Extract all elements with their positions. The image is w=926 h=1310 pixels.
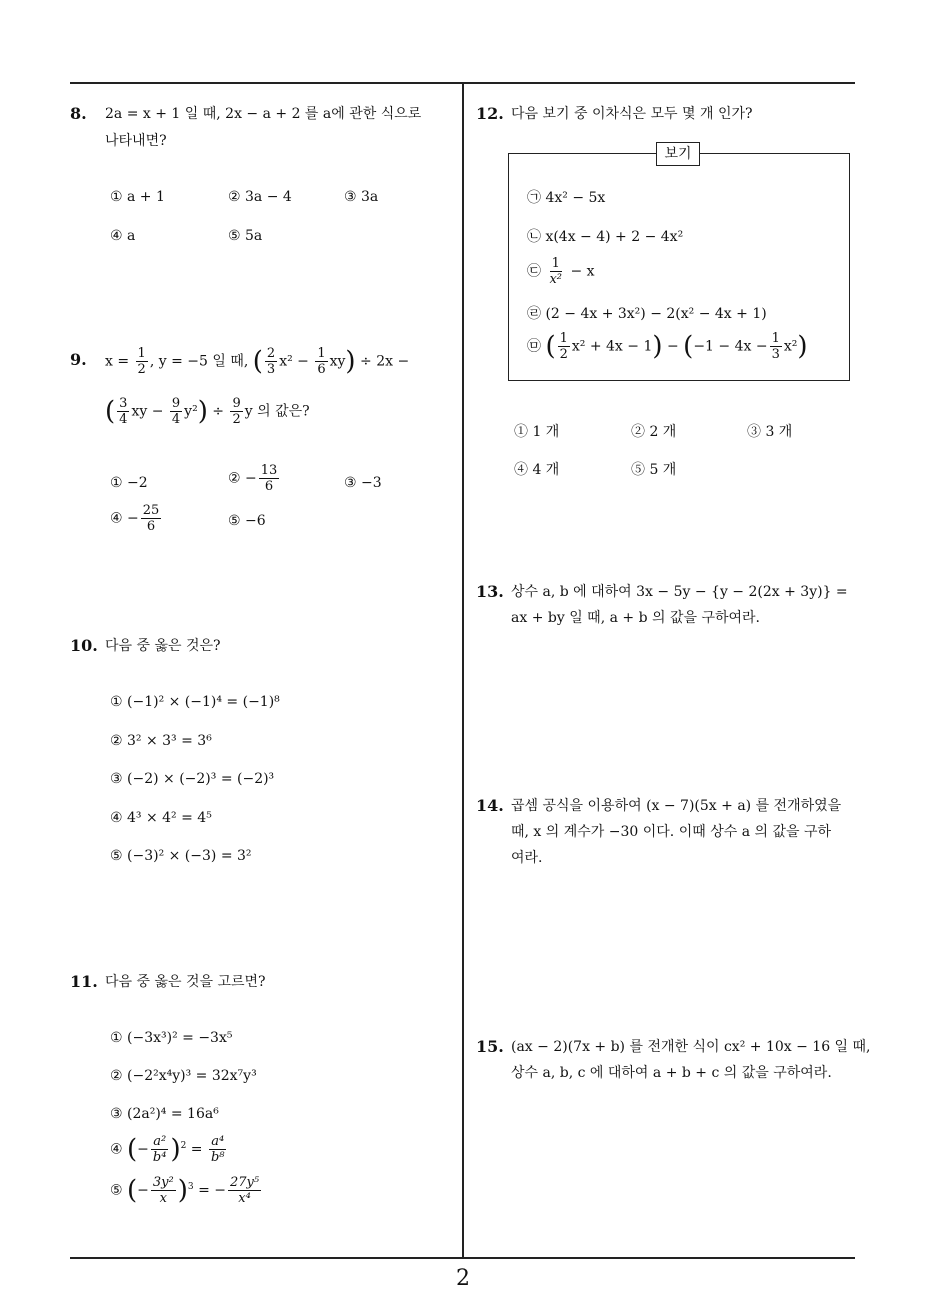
option-3[interactable]: ③ 3 개 — [747, 424, 793, 440]
fraction: $\frac{1}{2}$ — [137, 346, 146, 377]
question-number: 12. — [476, 104, 504, 123]
option-prefix: ④ − — [110, 510, 139, 527]
fraction: $\frac{1}{\text{x²}}$ — [549, 256, 562, 287]
text-segment: −1 − 4x − — [693, 338, 768, 355]
option-3[interactable]: ③ −3 — [344, 475, 382, 491]
option-1[interactable]: ① (−1)² × (−1)⁴ = (−1)⁸ — [110, 694, 280, 710]
option-5[interactable]: ⑤ (− $\frac{\text{3y²}}{x}$ )$^3$ = − $\frac{\text{27y⁵}}{\text{x⁴}}$ — [110, 1175, 260, 1206]
bottom-rule — [70, 1257, 855, 1259]
question-number: 8. — [70, 104, 87, 123]
option-1[interactable]: ① 1 개 — [514, 424, 560, 440]
text-segment: − x — [570, 263, 595, 280]
question-number: 13. — [476, 582, 504, 601]
text-segment: xy − — [131, 403, 168, 420]
option-5[interactable]: ⑤ 5a — [228, 228, 263, 244]
exponent: 2 — [180, 1140, 187, 1151]
question-number: 11. — [70, 972, 98, 991]
question-number: 9. — [70, 350, 87, 369]
question-text: 다음 중 옳은 것은? — [105, 638, 221, 654]
text-segment: , y = −5 일 때, — [149, 353, 253, 370]
text-segment: x = — [105, 353, 134, 370]
question-text-line1: 2a = x + 1 일 때, 2x − a + 2 를 a에 관한 식으로 — [105, 106, 422, 122]
fraction: $\frac{13}{6}$ — [260, 463, 278, 494]
bogi-item-3 — [527, 256, 595, 287]
question-text-line2: 상수 a, b, c 에 대하여 a + b + c 의 값을 구하여라. — [511, 1065, 832, 1081]
text-segment: x² + 4x − 1 — [571, 338, 653, 355]
option-4[interactable]: ④ 4³ × 4² = 4⁵ — [110, 810, 212, 826]
option-4[interactable]: ④ a — [110, 228, 136, 244]
fraction: $\frac{3}{4}$ — [119, 396, 128, 427]
option-2[interactable]: ② 3a − 4 — [228, 189, 292, 205]
bogi-item-1: ㉠ 4x² − 5x — [527, 190, 606, 206]
question-text: 다음 중 옳은 것을 고르면? — [105, 974, 266, 990]
option-3[interactable]: ③ 3a — [344, 189, 379, 205]
text-segment: y 의 값은? — [244, 403, 310, 420]
text-segment: ÷ — [207, 403, 229, 420]
option-3[interactable]: ③ (−2) × (−2)³ = (−2)³ — [110, 771, 275, 787]
question-text-line1: 곱셈 공식을 이용하여 (x − 7)(5x + a) 를 전개하였을 — [511, 798, 842, 814]
option-5[interactable]: ⑤ 5 개 — [631, 462, 677, 478]
bogi-item-4: ㉣ (2 − 4x + 3x²) − 2(x² − 4x + 1) — [527, 306, 767, 322]
fraction: $\frac{\text{3y²}}{x}$ — [152, 1175, 174, 1206]
option-prefix: ④ — [110, 1141, 123, 1158]
option-1[interactable]: ① −2 — [110, 475, 148, 491]
bogi-item-5: ㉤ ( $\frac{1}{2}$ x² + 4x − 1) − (−1 − 4x − $\frac{1}{3}$ x²) — [527, 331, 808, 362]
option-2[interactable] — [228, 463, 281, 494]
question-text-line2: ( $\frac{3}{4}$ xy − $\frac{9}{4}$ y²) ÷ $\frac{9}{2}$ y 의 값은? — [105, 396, 310, 427]
fraction: $\frac{\text{a⁴}}{\text{b⁸}}$ — [210, 1134, 225, 1165]
question-text-line2: 때, x 의 계수가 −30 이다. 이때 상수 a 의 값을 구하 — [511, 824, 832, 840]
option-5[interactable]: ⑤ −6 — [228, 513, 266, 529]
fraction: $\frac{9}{2}$ — [232, 396, 241, 427]
fraction: $\frac{\text{27y⁵}}{\text{x⁴}}$ — [230, 1175, 260, 1206]
text-segment: ÷ 2x − — [355, 353, 410, 370]
text-segment: x² — [783, 338, 798, 355]
question-text-line3: 여라. — [511, 850, 543, 866]
option-4[interactable] — [110, 503, 163, 534]
fraction: $\frac{1}{2}$ — [559, 331, 568, 362]
bogi-item-2: ㉡ x(4x − 4) + 2 − 4x² — [527, 229, 684, 245]
item-prefix: ㉤ — [527, 338, 541, 355]
question-text-line1: 상수 a, b 에 대하여 3x − 5y − {y − 2(2x + 3y)} = — [511, 584, 848, 600]
question-text-line1: (ax − 2)(7x + b) 를 전개한 식이 cx² + 10x − 16 일 때, — [511, 1039, 871, 1055]
text-segment: xy — [329, 353, 346, 370]
option-prefix: ② − — [228, 470, 257, 487]
fraction: $\frac{1}{6}$ — [317, 346, 326, 377]
option-prefix: ⑤ — [110, 1182, 123, 1199]
option-3[interactable]: ③ (2a²)⁴ = 16a⁶ — [110, 1106, 219, 1122]
option-4[interactable]: ④ (− $\frac{\text{a²}}{\text{b⁴}}$ )$^2$ = $\frac{\text{a⁴}}{\text{b⁸}}$ — [110, 1134, 225, 1165]
fraction: $\frac{1}{3}$ — [771, 331, 780, 362]
option-2[interactable]: ② 2 개 — [631, 424, 677, 440]
option-5[interactable]: ⑤ (−3)² × (−3) = 3² — [110, 848, 252, 864]
question-text: 다음 보기 중 이차식은 모두 몇 개 인가? — [511, 106, 753, 122]
item-prefix: ㉢ — [527, 263, 541, 280]
option-2[interactable]: ② 3² × 3³ = 3⁶ — [110, 733, 212, 749]
text-segment: x² − — [279, 353, 314, 370]
fraction: $\frac{25}{6}$ — [142, 503, 160, 534]
question-text-line1: x = $\frac{1}{2}$ , y = −5 일 때, ( $\frac{2}{3}$ x² − $\frac{1}{6}$ xy) ÷ 2x − — [105, 346, 410, 377]
page-number: 2 — [456, 1266, 470, 1291]
fraction: $\frac{2}{3}$ — [266, 346, 276, 377]
exponent: 3 — [187, 1181, 194, 1192]
option-4[interactable]: ④ 4 개 — [514, 462, 560, 478]
question-number: 14. — [476, 796, 504, 815]
bogi-title: 보기 — [656, 142, 700, 166]
question-text-line2: 나타내면? — [105, 133, 167, 149]
question-number: 10. — [70, 636, 98, 655]
option-1[interactable]: ① a + 1 — [110, 189, 165, 205]
option-2[interactable]: ② (−2²x⁴y)³ = 32x⁷y³ — [110, 1068, 257, 1084]
question-number: 15. — [476, 1037, 504, 1056]
question-text-line2: ax + by 일 때, a + b 의 값을 구하여라. — [511, 610, 761, 626]
fraction: $\frac{9}{4}$ — [171, 396, 181, 427]
option-1[interactable]: ① (−3x³)² = −3x⁵ — [110, 1030, 233, 1046]
text-segment: y² — [184, 403, 198, 420]
column-divider — [462, 83, 464, 1258]
fraction: $\frac{\text{a²}}{\text{b⁴}}$ — [152, 1134, 167, 1165]
